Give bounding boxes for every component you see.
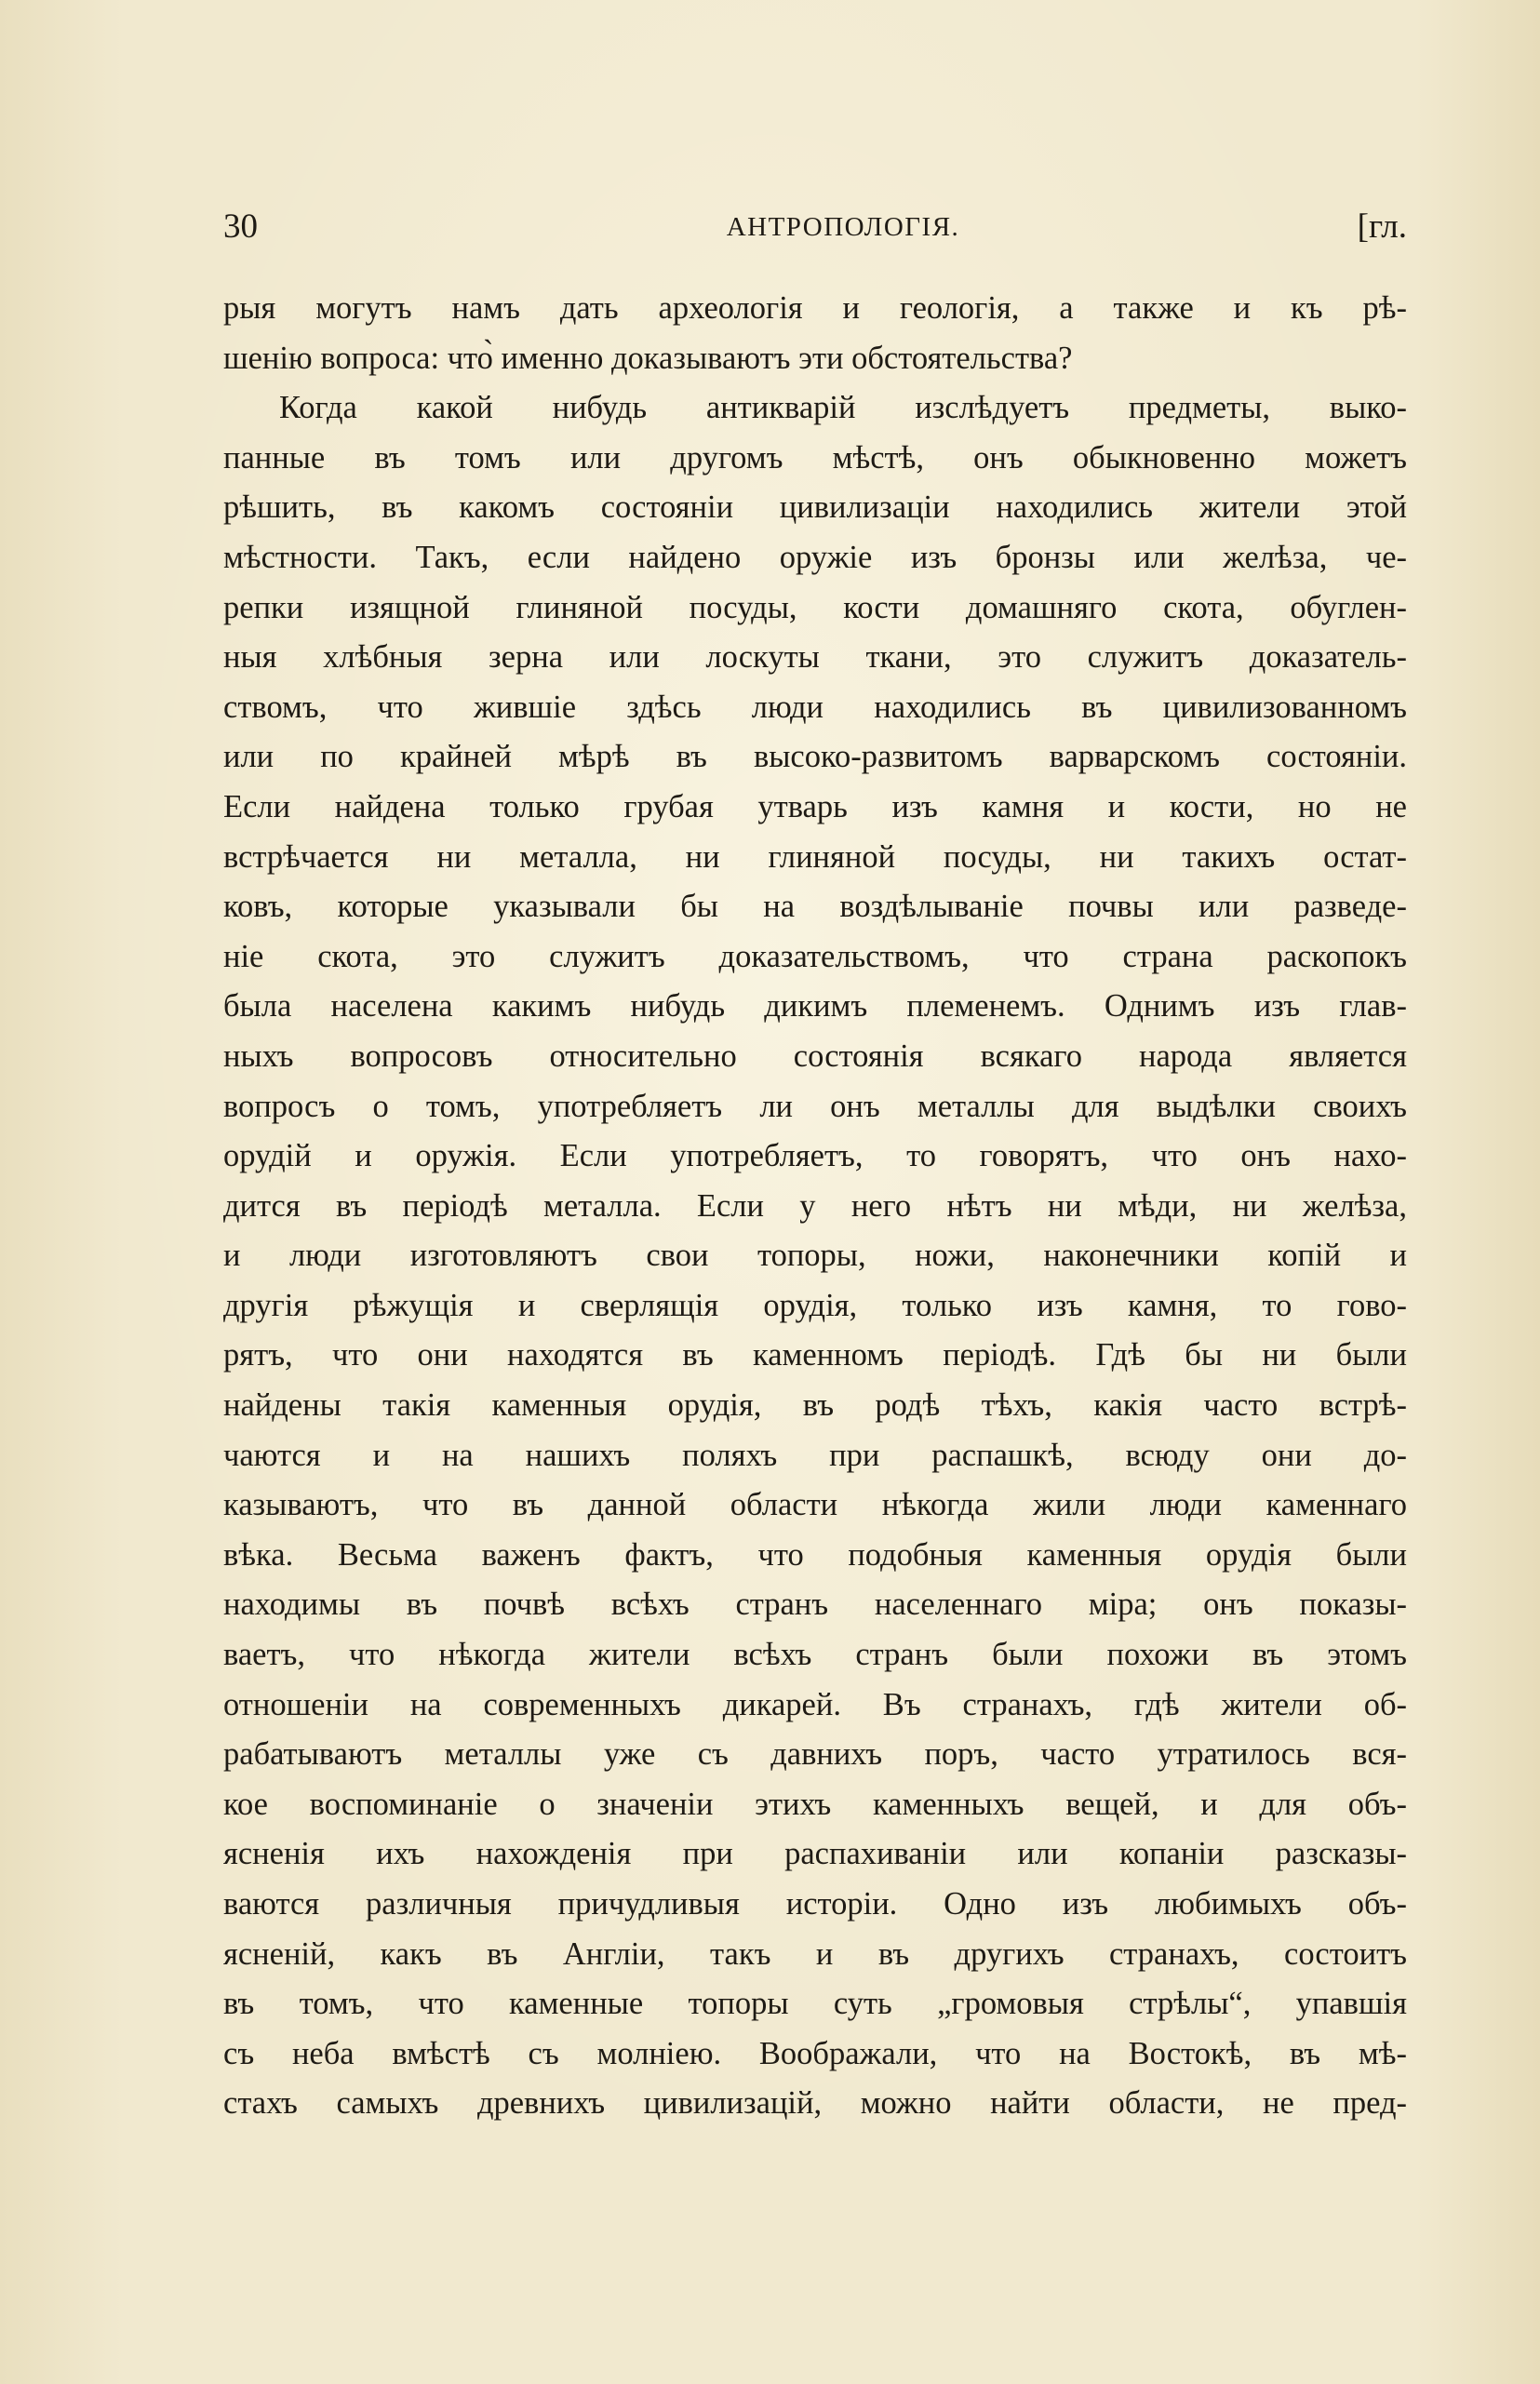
text-line: находимы въ почвѣ всѣхъ странъ населеннаго міра; онъ показы- — [223, 1587, 1407, 1623]
text-line: рятъ, что они находятся въ каменномъ періодѣ. Гдѣ бы ни были — [223, 1337, 1407, 1373]
text-line: ясненій, какъ въ Англіи, такъ и въ другихъ странахъ, состоитъ — [223, 1935, 1407, 1972]
text-line: орудій и оружія. Если употребляетъ, то говорятъ, что онъ нахо- — [223, 1138, 1407, 1174]
page-header — [223, 207, 1407, 253]
text-line: чаются и на нашихъ поляхъ при распашкѣ, всюду они до- — [223, 1437, 1407, 1473]
text-line: отношеніи на современныхъ дикарей. Въ странахъ, гдѣ жители об- — [223, 1686, 1407, 1722]
text-line: панные въ томъ или другомъ мѣстѣ, онъ обыкновенно можетъ — [223, 439, 1407, 475]
text-line: казываютъ, что въ данной области нѣкогда жили люди каменнаго — [223, 1487, 1407, 1523]
text-line: ваетъ, что нѣкогда жители всѣхъ странъ были похожи въ этомъ — [223, 1637, 1407, 1673]
text-line: вѣка. Весьма важенъ фактъ, что подобныя каменныя орудія были — [223, 1536, 1407, 1573]
text-line: дится въ періодѣ металла. Если у него нѣтъ ни мѣди, ни желѣза, — [223, 1187, 1407, 1224]
text-line: репки изящной глиняной посуды, кости домашняго скота, обуглен- — [223, 589, 1407, 625]
text-line: вопросъ о томъ, употребляетъ ли онъ металлы для выдѣлки своихъ — [223, 1088, 1407, 1124]
text-line: Когда какой нибудь антикварій изслѣдуетъ предметы, выко- — [279, 390, 1407, 426]
text-line: найдены такія каменныя орудія, въ родѣ тѣхъ, какія часто встрѣ- — [223, 1387, 1407, 1424]
body-text — [223, 284, 1407, 2129]
text-line: ныхъ вопросовъ относительно состоянія всякаго народа является — [223, 1038, 1407, 1074]
text-line: Если найдена только грубая утварь изъ камня и кости, но не — [223, 788, 1407, 824]
text-line: или по крайней мѣрѣ въ высоко-развитомъ варварскомъ состояніи. — [223, 739, 1407, 775]
text-line: встрѣчается ни металла, ни глиняной посуды, ни такихъ остат- — [223, 838, 1407, 875]
text-line: кое воспоминаніе о значеніи этихъ каменныхъ вещей, и для объ- — [223, 1786, 1407, 1822]
text-line: и люди изготовляютъ свои топоры, ножи, наконечники копій и — [223, 1238, 1407, 1274]
text-line: въ томъ, что каменные топоры суть „громовыя стрѣлы“, упавшія — [223, 1986, 1407, 2022]
text-line: ваются различныя причудливыя исторіи. Одно изъ любимыхъ объ- — [223, 1886, 1407, 1922]
text-line: рабатываютъ металлы уже съ давнихъ поръ, часто утратилось вся- — [223, 1736, 1407, 1773]
text-line: съ неба вмѣстѣ съ молніею. Воображали, что на Востокѣ, въ мѣ- — [223, 2035, 1407, 2071]
text-line: ясненія ихъ нахожденія при распахиваніи или копаніи разсказы- — [223, 1836, 1407, 1872]
chapter-reference: [гл. — [1357, 208, 1407, 246]
text-line: ствомъ, что жившіе здѣсь люди находились въ цивилизованномъ — [223, 689, 1407, 725]
page-number: 30 — [223, 208, 258, 246]
text-line: рыя могутъ намъ дать археологія и геологія, а также и къ рѣ- — [223, 290, 1407, 326]
text-line: ковъ, которые указывали бы на воздѣлываніе почвы или разведе- — [223, 889, 1407, 925]
text-line: шенію вопроса: что̀ именно доказываютъ эти обстоятельства? — [223, 340, 1073, 376]
text-line: ныя хлѣбныя зерна или лоскуты ткани, это служитъ доказатель- — [223, 639, 1407, 676]
text-line: стахъ самыхъ древнихъ цивилизацій, можно найти области, не пред- — [223, 2085, 1407, 2122]
text-line: другія рѣжущія и сверлящія орудія, только изъ камня, то гово- — [223, 1287, 1407, 1323]
text-line: рѣшить, въ какомъ состояніи цивилизаціи находились жители этой — [223, 489, 1407, 526]
running-title: АНТРОПОЛОГІЯ. — [726, 212, 960, 242]
text-line: мѣстности. Такъ, если найдено оружіе изъ бронзы или желѣза, че- — [223, 539, 1407, 575]
text-line: была населена какимъ нибудь дикимъ племенемъ. Однимъ изъ глав- — [223, 988, 1407, 1025]
text-line: ніе скота, это служитъ доказательствомъ, что страна раскопокъ — [223, 938, 1407, 974]
